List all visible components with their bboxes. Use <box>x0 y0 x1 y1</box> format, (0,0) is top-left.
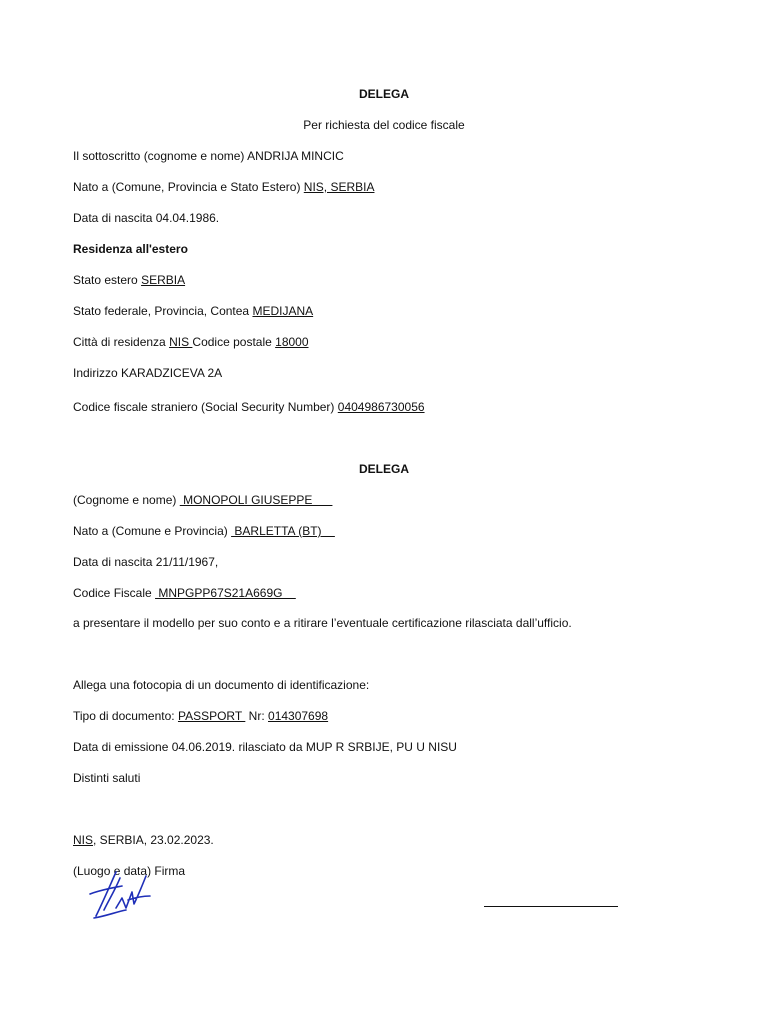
applicant-province-label: Stato federale, Provincia, Contea <box>73 304 250 318</box>
delegate-birthplace-value: BARLETTA (BT) <box>231 524 335 538</box>
document-type-row <box>73 708 328 724</box>
signature-line <box>484 906 618 907</box>
applicant-address-value: KARADZICEVA 2A <box>121 366 223 380</box>
attach-text: Allega una fotocopia di un documento di identificazione: <box>73 678 370 692</box>
applicant-birthplace-row <box>73 179 374 195</box>
delegate-birthdate-row <box>73 554 218 570</box>
applicant-name-label: Il sottoscritto (cognome e nome) <box>73 149 245 163</box>
delegate-birthplace-row <box>73 523 335 539</box>
place-date-row <box>73 832 214 848</box>
delegate-name-value: MONOPOLI GIUSEPPE <box>179 493 333 507</box>
delegate-name-row <box>73 492 332 508</box>
applicant-foreign-tax-row <box>73 399 425 415</box>
residence-heading: Residenza all'estero <box>73 242 188 256</box>
document-issue-row <box>73 739 457 755</box>
closing-greeting: Distinti saluti <box>73 771 141 785</box>
applicant-city-row <box>73 334 309 350</box>
delegate-tax-row <box>73 585 296 601</box>
applicant-postal-label: Codice postale <box>192 335 272 349</box>
delegate-tax-value: MNPGPP67S21A669G <box>155 586 296 600</box>
applicant-name-row <box>73 148 344 164</box>
applicant-postal-value: 18000 <box>275 335 309 349</box>
applicant-state-value: SERBIA <box>141 273 186 287</box>
place-signature-label: (Luogo e data) Firma <box>73 864 186 878</box>
applicant-name-value: ANDRIJA MINCIC <box>247 149 344 163</box>
document-number-label: Nr: <box>248 709 265 723</box>
applicant-province-value: MEDIJANA <box>252 304 314 318</box>
applicant-state-label: Stato estero <box>73 273 138 287</box>
applicant-foreign-tax-label: Codice fiscale straniero (Social Security Number) <box>73 400 335 414</box>
applicant-address-row <box>73 365 222 381</box>
delegate-name-label: (Cognome e nome) <box>73 493 177 507</box>
place-date-rest: , SERBIA, 23.02.2023. <box>93 833 214 847</box>
document-issue-label: Data di emissione <box>73 740 169 754</box>
handwritten-signature <box>86 864 156 922</box>
applicant-province-row <box>73 303 313 319</box>
applicant-city-value: NIS <box>169 335 193 349</box>
delegate-statement: a presentare il modello per suo conto e a ritirare l’eventuale certificazione rilasciata dall’ufficio. <box>73 616 572 630</box>
applicant-state-row <box>73 272 185 288</box>
applicant-birthplace-value: NIS, SERBIA <box>303 180 375 194</box>
applicant-birthdate-row <box>73 210 219 226</box>
place-city: NIS <box>73 833 94 847</box>
delegate-tax-label: Codice Fiscale <box>73 586 152 600</box>
applicant-foreign-tax-value: 0404986730056 <box>337 400 425 414</box>
applicant-birthplace-label: Nato a (Comune, Provincia e Stato Estero) <box>73 180 301 194</box>
delegate-birthdate-label: Data di nascita <box>73 555 153 569</box>
document-number-value: 014307698 <box>268 709 329 723</box>
applicant-address-label: Indirizzo <box>73 366 118 380</box>
document-issue-value: 04.06.2019. rilasciato da MUP R SRBIJE, PU U NISU <box>171 740 457 754</box>
applicant-city-label: Città di residenza <box>73 335 166 349</box>
applicant-birthdate-value: 04.04.1986. <box>155 211 220 225</box>
delegate-heading: DELEGA <box>358 462 409 476</box>
document-type-label: Tipo di documento: <box>73 709 175 723</box>
delegate-birthplace-label: Nato a (Comune e Provincia) <box>73 524 228 538</box>
document-title: DELEGA <box>358 87 409 101</box>
document-type-value: PASSPORT <box>177 709 246 723</box>
applicant-birthdate-label: Data di nascita <box>73 211 153 225</box>
delegate-birthdate-value: 21/11/1967, <box>155 555 219 569</box>
document-subtitle: Per richiesta del codice fiscale <box>303 118 465 132</box>
